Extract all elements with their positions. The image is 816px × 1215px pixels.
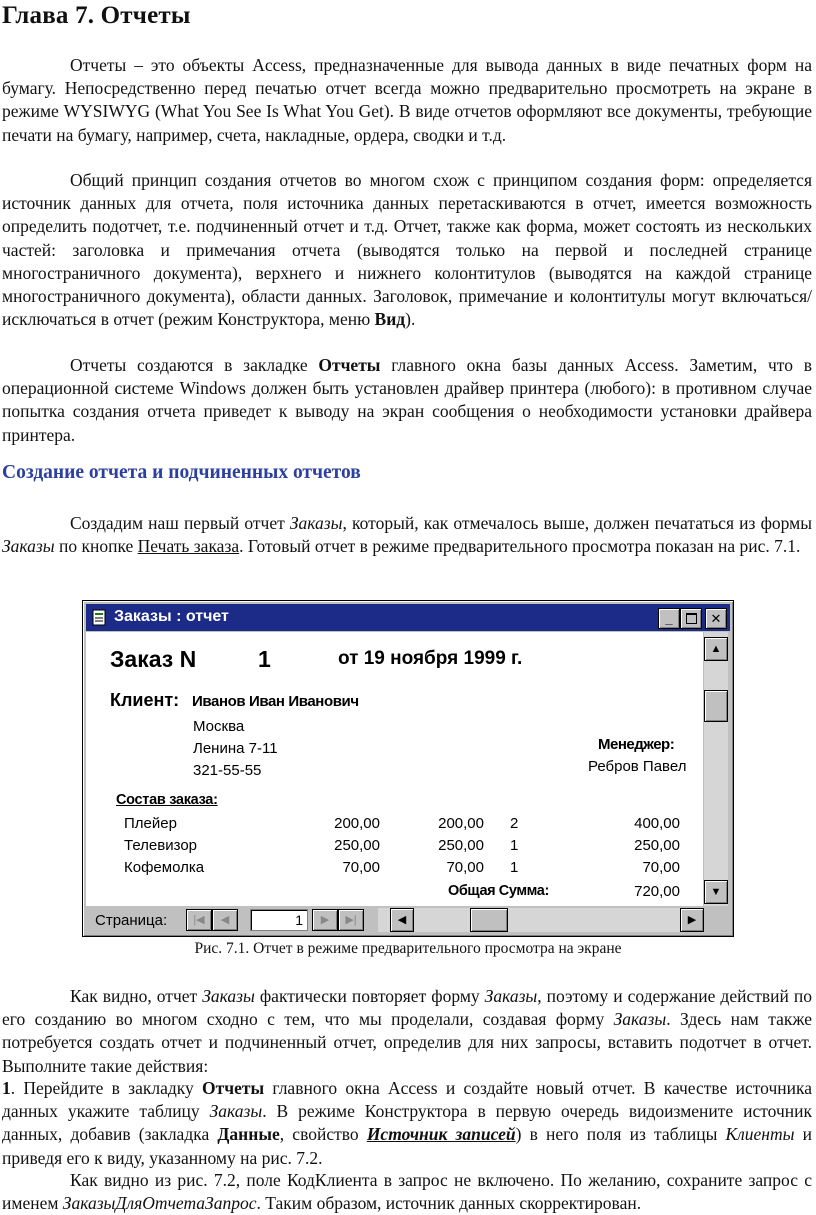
vertical-scrollbar[interactable] [704, 632, 728, 906]
order-label: Заказ N [110, 646, 197, 672]
close-button[interactable] [705, 608, 727, 629]
table-name: Клиенты [725, 1124, 795, 1145]
maximize-icon [686, 613, 697, 624]
text-run: по кнопке [54, 536, 138, 557]
table-name: Заказы [209, 1101, 263, 1122]
item-qty: 1 [510, 859, 519, 876]
report-preview [86, 632, 703, 906]
last-page-icon: ▶| [345, 914, 357, 926]
text-run: , который, как отмечалось выше, должен печататься из формы [342, 513, 812, 533]
report-window [82, 600, 734, 937]
text-run: главного окна Access и создайте новый отчет. В качестве источника данных укажите таблицу [2, 1078, 813, 1122]
chapter-title: Глава 7. Отчеты [2, 2, 191, 29]
paragraph-tail: ). [405, 309, 416, 330]
scroll-right-button[interactable] [680, 908, 704, 932]
item-price: 200,00 [334, 815, 380, 832]
menu-name: Вид [374, 309, 406, 330]
last-page-button[interactable] [338, 909, 364, 931]
prev-page-button[interactable] [212, 909, 238, 931]
text-run: . Перейдите в закладку [10, 1078, 203, 1098]
paragraph-step-1 [2, 1077, 812, 1170]
next-page-icon: ▶ [320, 914, 330, 926]
item-price2: 70,00 [446, 859, 484, 876]
text-run: . Таким образом, источник данных скорректирован. [256, 1193, 642, 1214]
paragraph-text: Общий принцип создания отчетов во многом схож с принципом создания форм: определяется источник данных для отчета, поля источника данных перетаскиваются в отчет, имеется возможность определить подотчет, т.е. подчиненный отчет и т.д. Отчет, также как форма, может состоять из нескольких частей: заголовка и примечания отчета (выводятся только на первой и последней странице многостраничного документа), верхнего и нижнего колонтитулов (выводятся на каждой странице многостраничного документа), области данных. Заголовок, примечание и колонтитулы могут включаться/исключаться в отчет (режим Конструктора, меню [2, 170, 812, 330]
address-street: Ленина 7-11 [193, 740, 278, 757]
manager-label: Менеджер: [598, 736, 675, 753]
first-page-icon: |◀ [193, 914, 205, 926]
window-title: Заказы : отчет [114, 608, 229, 625]
scroll-thumb[interactable] [704, 690, 728, 722]
paragraph-comparison [2, 985, 812, 1078]
client-label: Клиент: [110, 690, 180, 710]
form-name: Заказы [2, 536, 55, 557]
hscroll-thumb[interactable] [470, 908, 508, 932]
total-label: Общая Сумма: [448, 883, 549, 899]
order-number: 1 [258, 646, 271, 672]
composition-label: Состав заказа: [116, 792, 218, 808]
text-run: , поэтому и содержание действий по его созданию во многом сходно с тем, что мы проделали, создавая форму [2, 986, 812, 1030]
text-run: . Здесь нам также потребуется создать отчет и подчиненный отчет, определив для них запросы, вставить подотчет в отчет. Выполните такие действия: [2, 1009, 812, 1076]
button-name: Печать заказа [137, 536, 240, 557]
prev-page-icon: ◀ [220, 914, 230, 926]
paragraph-query [2, 1169, 812, 1215]
item-sum: 250,00 [634, 837, 680, 854]
order-date: от 19 ноября 1999 г. [338, 648, 523, 669]
item-qty: 1 [510, 837, 519, 854]
arrow-right-icon: ▶ [687, 914, 697, 926]
text-run: фактически повторяет форму [254, 986, 485, 1006]
scroll-down-button[interactable] [704, 880, 728, 904]
text-run: . Готовый отчет в режиме предварительного просмотра показан на рис. 7.1. [239, 536, 801, 557]
query-name: ЗаказыДляОтчетаЗапрос [62, 1193, 257, 1214]
total-value: 720,00 [634, 883, 680, 900]
item-qty: 2 [510, 815, 519, 832]
item-sum: 400,00 [634, 815, 680, 832]
first-page-button[interactable] [186, 909, 212, 931]
minimize-button[interactable] [658, 608, 680, 629]
minimize-icon: _ [665, 611, 673, 626]
item-price: 70,00 [342, 859, 380, 876]
tab-name: Данные [217, 1124, 280, 1145]
horizontal-scrollbar[interactable] [378, 908, 704, 932]
item-name: Телевизор [124, 837, 198, 854]
text-run: Как видно, отчет [70, 986, 203, 1006]
item-price2: 200,00 [438, 815, 484, 832]
close-icon: ✕ [710, 611, 722, 626]
client-name: Иванов Иван Иванович [192, 693, 359, 710]
item-price2: 250,00 [438, 837, 484, 854]
paragraph-intro: Отчеты – это объекты Access, предназначенные для вывода данных в виде печатных форм на бумагу. Непосредственно перед печатью отчет всегда можно предварительно просмотреть на экране в режиме WYSIWYG (What You See Is What You Get). В виде отчетов оформляют все документы, требующие печати на бумагу, например, счета, накладные, ордера, сводки и т.д. [2, 55, 812, 145]
section-title: Создание отчета и подчиненных отчетов [2, 462, 361, 483]
arrow-up-icon: ▲ [710, 643, 722, 655]
page-number-input[interactable] [250, 909, 308, 931]
manager-name: Ребров Павел [588, 758, 687, 775]
next-page-button[interactable] [312, 909, 338, 931]
page-label: Страница: [95, 912, 168, 929]
text-run: Как видно из рис. 7.2, поле КодКлиента в запрос не включено. По желанию, сохраните запрос с именем [2, 1170, 812, 1214]
form-name: Заказы [484, 986, 538, 1006]
report-name: Заказы [202, 986, 255, 1006]
property-name: Источник записей [366, 1124, 516, 1145]
page-number-value: 1 [295, 912, 303, 928]
maximize-button[interactable] [680, 608, 702, 629]
figure-caption: Рис. 7.1. Отчет в режиме предварительного просмотра на экране [194, 940, 622, 957]
text-run: , свойство [279, 1124, 367, 1145]
paragraph-creation [2, 354, 812, 447]
item-name: Плейер [124, 815, 177, 832]
text-run: ) в него поля из таблицы [515, 1124, 726, 1145]
address-phone: 321-55-55 [193, 762, 262, 779]
text-run: Создадим наш первый отчет [70, 513, 290, 533]
paragraph-first-report [2, 512, 812, 558]
item-price: 250,00 [334, 837, 380, 854]
report-icon [91, 609, 107, 626]
window-titlebar [86, 604, 730, 631]
tab-name: Отчеты [318, 355, 381, 375]
text-run: . В режиме Конструктора в первую очередь видоизмените источник данных, добавив (закладка [2, 1101, 812, 1145]
paragraph-principles [2, 169, 812, 331]
address-city: Москва [193, 718, 245, 735]
step-number: 1 [2, 1078, 11, 1098]
form-name: Заказы [613, 1009, 667, 1030]
arrow-down-icon: ▼ [710, 886, 722, 898]
navigation-bar [86, 908, 728, 933]
tab-name: Отчеты [202, 1078, 265, 1098]
scroll-up-button[interactable] [704, 637, 728, 661]
scroll-left-button[interactable] [390, 908, 414, 932]
item-sum: 70,00 [642, 859, 680, 876]
report-name: Заказы [289, 513, 343, 533]
text-run: главного окна базы данных Access. Заметим, что в операционной системе Windows должен быть установлен драйвер принтера (любого): в противном случае попытка создания отчета приведет к выводу на экран сообщения о необходимости установки драйвера принтера. [2, 355, 812, 445]
text-run: Отчеты создаются в закладке [70, 355, 319, 375]
item-name: Кофемолка [124, 859, 205, 876]
text-run: и приведя его к виду, указанному на рис. 7.2. [2, 1124, 812, 1168]
arrow-left-icon: ◀ [397, 914, 407, 926]
